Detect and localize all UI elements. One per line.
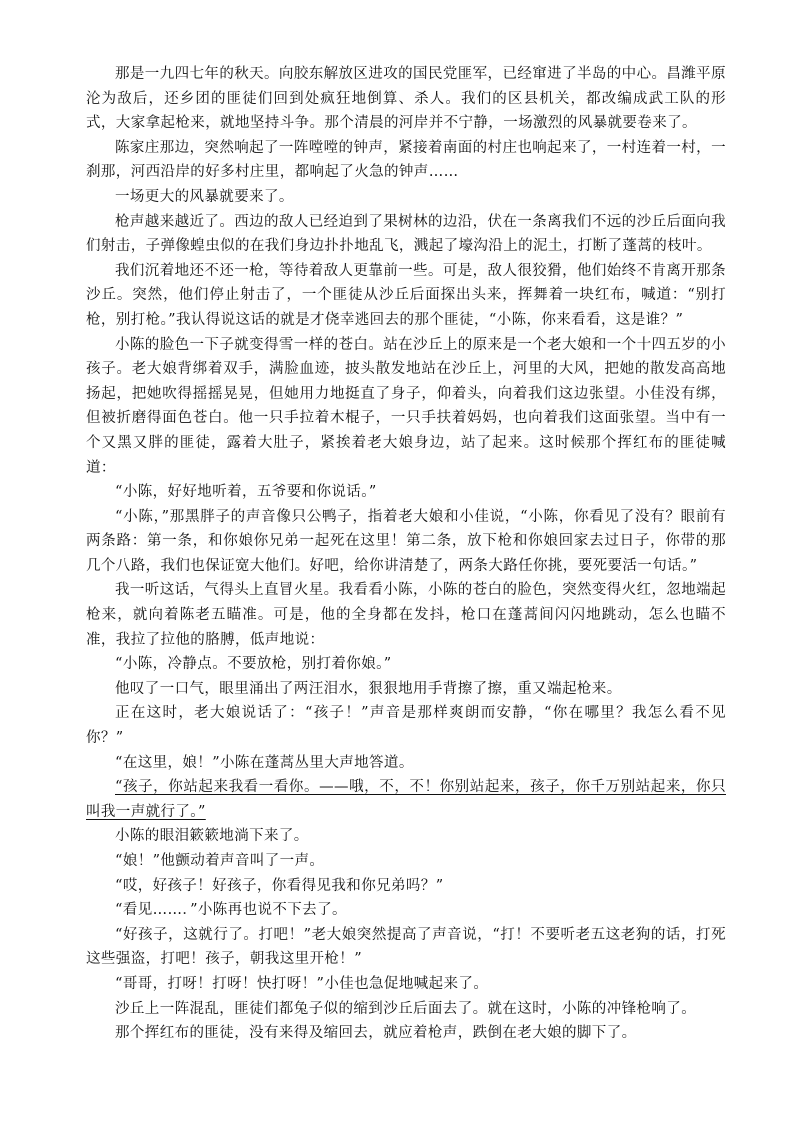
paragraph: 我们沉着地还不还一枪，等待着敌人更靠前一些。可是，敌人很狡猾，他们始终不肯离开那条沙丘。突然，他们停止射击了，一个匪徒从沙丘后面探出头来，挥舞着一块红布，喊道：“别打枪，别打枪。”我认得说这话的就是才侥幸逃回去的那个匪徒，“小陈，你来看看，这是谁？” xyxy=(86,262,726,328)
paragraph: 我一听这话，气得头上直冒火星。我看看小陈，小陈的苍白的脸色，突然变得火红，忽地端起枪来，就向着陈老五瞄准。可是，他的全身都在发抖，枪口在蓬蒿间闪闪地跳动，怎么也瞄不准，我拉了拉他的胳膊，低声地说： xyxy=(86,582,726,648)
paragraph: “在这里，娘！”小陈在蓬蒿丛里大声地答道。 xyxy=(115,754,414,771)
paragraph: “小陈，好好地听着，五爷要和你说话。” xyxy=(115,484,377,501)
paragraph: 一场更大的风暴就要来了。 xyxy=(115,188,294,205)
paragraph: 那是一九四七年的秋天。向胶东解放区进攻的国民党匪军，已经窜进了半岛的中心。昌潍平原沦为敌后，还乡团的匪徒们回到处疯狂地倒算、杀人。我们的区县机关，都改编成武工队的形式，大家拿起枪来，就地坚持斗争。那个清晨的河岸并不宁静，一场激烈的风暴就要卷来了。 xyxy=(86,66,726,132)
paragraph: “娘！”他颤动着声音叫了一声。 xyxy=(115,853,325,869)
paragraph: “哥哥，打呀！打呀！快打呀！”小佳也急促地喊起来了。 xyxy=(115,975,489,992)
paragraph: “小陈，”那黑胖子的声音像只公鸭子，指着老大娘和小佳说，“小陈，你看见了没有？眼前有两条路：第一条，和你娘你兄弟一起死在这里！第二条，放下枪和你娘回家去过日子，你带的那几个八路，我们也保证宽大他们。好吧，给你讲清楚了，两条大路任你挑，要死要活一句话。” xyxy=(86,508,726,574)
paragraph: 小陈的脸色一下子就变得雪一样的苍白。站在沙丘上的原来是一个老大娘和一个十四五岁的小孩子。老大娘背绑着双手，满脸血迹，披头散发地站在沙丘上，河里的大风，把她的散发高高地扬起，把她吹得摇摇晃晃，但她用力地挺直了身子，仰着头，向着我们这边张望。小佳没有绑，但被折磨得面色苍白。他一只手拉着木棍子，一只手扶着妈妈，也向着我们这面张望。当中有一个又黑又胖的匪徒，露着大肚子，紧挨着老大娘身边，站了起来。这时候那个挥红布的匪徒喊道： xyxy=(86,336,726,476)
document-body xyxy=(86,62,726,1046)
underlined-paragraph: “孩子，你站起来我看一看你。——哦，不，不！你别站起来，孩子，你千万别站起来，你只叫我一声就行了。” xyxy=(86,779,726,820)
paragraph: 那个挥红布的匪徒，没有来得及缩回去，就应着枪声，跌倒在老大娘的脚下了。 xyxy=(115,1025,637,1042)
paragraph: 沙丘上一阵混乱，匪徒们都兔子似的缩到沙丘后面去了。就在这时，小陈的冲锋枪响了。 xyxy=(115,1000,697,1017)
paragraph: 小陈的眼泪簌簌地淌下来了。 xyxy=(115,828,309,845)
paragraph: 枪声越来越近了。西边的敌人已经迫到了果树林的边沿，伏在一条离我们不远的沙丘后面向我们射击，子弹像蝗虫似的在我们身边扑扑地乱飞，溅起了壕沟沿上的泥土，打断了蓬蒿的枝叶。 xyxy=(86,213,726,255)
paragraph: 他叹了一口气，眼里涌出了两汪泪水，狠狠地用手背擦了擦，重又端起枪来。 xyxy=(115,680,622,697)
paragraph: “好孩子，这就行了。打吧！”老大娘突然提高了声音说，“打！不要听老五这老狗的话，打死这些强盗，打吧！孩子，朝我这里开枪！” xyxy=(86,926,726,968)
paragraph: 正在这时，老大娘说话了：“孩子！”声音是那样爽朗而安静，“你在哪里？我怎么看不见你？” xyxy=(86,705,726,747)
paragraph: 陈家庄那边，突然响起了一阵嘡嘡的钟声，紧接着南面的村庄也响起来了，一村连着一村，一刹那，河西沿岸的好多村庄里，都响起了火急的钟声…… xyxy=(86,139,726,181)
paragraph: “看见……．”小陈再也说不下去了。 xyxy=(115,902,347,919)
paragraph: “小陈，冷静点。不要放枪，别打着你娘。” xyxy=(115,656,392,673)
paragraph: “哎，好孩子！好孩子，你看得见我和你兄弟吗？” xyxy=(115,877,444,894)
